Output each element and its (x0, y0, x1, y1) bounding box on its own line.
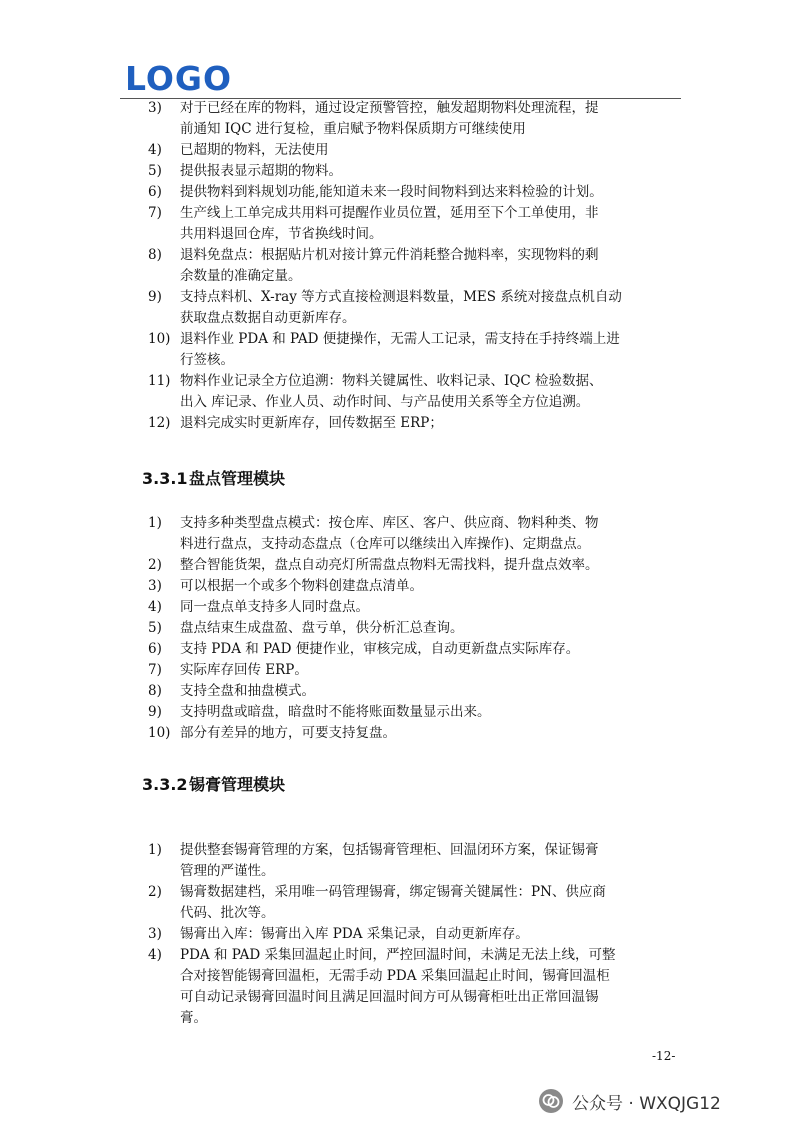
page-number: -12- (652, 1049, 676, 1063)
item-list-top (120, 98, 686, 434)
list-item-line: 行签核。 (180, 352, 234, 368)
list-item-number: 4) (148, 947, 162, 963)
list-item-line: 盘点结束生成盘盈、盘亏单，供分析汇总查询。 (180, 620, 464, 636)
list-item-line: 支持多种类型盘点模式：按仓库、库区、客户、供应商、物料种类、物 (180, 515, 599, 531)
watermark (538, 1088, 721, 1114)
list-item (120, 576, 686, 597)
list-item-number: 7) (148, 662, 162, 678)
list-item-number: 10) (148, 725, 171, 741)
list-item-text (180, 413, 686, 434)
list-item-text (180, 597, 686, 618)
list-item-number: 9) (148, 289, 162, 305)
list-item-number: 6) (148, 641, 162, 657)
list-item-line: 前通知 IQC 进行复检，重启赋予物料保质期方可继续使用 (180, 121, 526, 137)
list-item-line: 退料免盘点：根据贴片机对接计算元件消耗整合抛料率，实现物料的剩 (180, 247, 599, 263)
list-item-text (180, 98, 686, 140)
list-item-number: 1) (148, 842, 162, 858)
item-list-solder-paste (120, 840, 686, 1029)
wechat-official-account-icon (538, 1088, 564, 1114)
list-item-number: 11) (148, 373, 171, 389)
list-item-line: 锡膏数据建档，采用唯一码管理锡膏，绑定锡膏关键属性：PN、供应商 (180, 884, 606, 900)
list-item-line: 可自动记录锡膏回温时间且满足回温时间方可从锡膏柜吐出正常回温锡 (180, 989, 599, 1005)
list-item (120, 371, 686, 413)
section-title: 盘点管理模块 (189, 469, 286, 488)
list-item-number: 2) (148, 557, 162, 573)
list-item-line: 实际库存回传 ERP。 (180, 662, 308, 678)
list-item (120, 245, 686, 287)
list-item (120, 882, 686, 924)
list-item-line: 支持 PDA 和 PAD 便捷作业，审核完成，自动更新盘点实际库存。 (180, 641, 580, 657)
list-item-text (180, 618, 686, 639)
list-item (120, 723, 686, 744)
list-item-text (180, 723, 686, 744)
section-heading-3-3-2 (142, 772, 285, 795)
list-item-text (180, 203, 686, 245)
logo: LOGO (125, 59, 233, 98)
list-item-text (180, 576, 686, 597)
list-item-line: 同一盘点单支持多人同时盘点。 (180, 599, 369, 615)
list-item-number: 5) (148, 620, 162, 636)
list-item (120, 597, 686, 618)
list-item-text (180, 882, 686, 924)
list-item (120, 840, 686, 882)
list-item-number: 2) (148, 884, 162, 900)
list-item-line: 膏。 (180, 1010, 207, 1026)
list-item (120, 98, 686, 140)
list-item-line: 生产线上工单完成共用料可提醒作业员位置，延用至下个工单使用，非 (180, 205, 599, 221)
list-item-text (180, 287, 686, 329)
list-item-line: 支持全盘和抽盘模式。 (180, 683, 315, 699)
list-item-number: 5) (148, 163, 162, 179)
list-item-number: 3) (148, 578, 162, 594)
list-item-line: 余数量的准确定量。 (180, 268, 302, 284)
list-item-text (180, 945, 686, 1029)
watermark-text: 公众号 · WXQJG12 (572, 1093, 721, 1114)
list-item-line: 提供物料到料规划功能,能知道未来一段时间物料到达来料检验的计划。 (180, 184, 603, 200)
list-item-line: 获取盘点数据自动更新库存。 (180, 310, 356, 326)
list-item-number: 3) (148, 100, 162, 116)
list-item (120, 513, 686, 555)
list-item-line: 支持点料机、X-ray 等方式直接检测退料数量，MES 系统对接盘点机自动 (180, 289, 622, 305)
list-item (120, 639, 686, 660)
list-item-number: 1) (148, 515, 162, 531)
list-item-line: 合对接智能锡膏回温柜，无需手动 PDA 采集回温起止时间，锡膏回温柜 (180, 968, 610, 984)
section-title: 锡膏管理模块 (189, 775, 286, 794)
list-item-line: 已超期的物料，无法使用 (180, 142, 329, 158)
list-item-line: 退料完成实时更新库存，回传数据至 ERP； (180, 415, 443, 431)
list-item-line: 整合智能货架，盘点自动亮灯所需盘点物料无需找料，提升盘点效率。 (180, 557, 599, 573)
list-item (120, 329, 686, 371)
list-item (120, 945, 686, 1029)
list-item-line: 物料作业记录全方位追溯：物料关键属性、收料记录、IQC 检验数据、 (180, 373, 603, 389)
list-item-number: 6) (148, 184, 162, 200)
list-item-line: 锡膏出入库：锡膏出入库 PDA 采集记录，自动更新库存。 (180, 926, 529, 942)
list-item-text (180, 924, 686, 945)
list-item-number: 4) (148, 142, 162, 158)
list-item-line: 管理的严谨性。 (180, 863, 275, 879)
list-item-line: 出入 库记录、作业人员、动作时间、与产品使用关系等全方位追溯。 (180, 394, 590, 410)
list-item-text (180, 513, 686, 555)
list-item-number: 3) (148, 926, 162, 942)
list-item-line: 退料作业 PDA 和 PAD 便捷操作，无需人工记录，需支持在手持终端上进 (180, 331, 620, 347)
list-item-number: 9) (148, 704, 162, 720)
list-item-text (180, 161, 686, 182)
list-item-text (180, 681, 686, 702)
list-item-number: 8) (148, 683, 162, 699)
list-item-text (180, 639, 686, 660)
list-item (120, 702, 686, 723)
list-item-text (180, 371, 686, 413)
list-item-line: 料进行盘点，支持动态盘点（仓库可以继续出入库操作)、定期盘点。 (180, 536, 591, 552)
list-item-line: 提供报表显示超期的物料。 (180, 163, 342, 179)
list-item (120, 203, 686, 245)
list-item-line: 支持明盘或暗盘，暗盘时不能将账面数量显示出来。 (180, 704, 491, 720)
list-item-line: 共用料退回仓库，节省换线时间。 (180, 226, 383, 242)
list-item-line: 部分有差异的地方，可要支持复盘。 (180, 725, 396, 741)
list-item-number: 4) (148, 599, 162, 615)
list-item-text (180, 329, 686, 371)
list-item-text (180, 702, 686, 723)
list-item (120, 660, 686, 681)
section-number: 3.3.1 (142, 469, 188, 488)
item-list-inventory (120, 513, 686, 744)
list-item (120, 618, 686, 639)
section-heading-3-3-1 (142, 466, 285, 489)
list-item (120, 413, 686, 434)
list-item (120, 681, 686, 702)
list-item-number: 7) (148, 205, 162, 221)
list-item-line: PDA 和 PAD 采集回温起止时间，严控回温时间，未满足无法上线，可整 (180, 947, 616, 963)
list-item-number: 8) (148, 247, 162, 263)
list-item (120, 161, 686, 182)
list-item-text (180, 840, 686, 882)
list-item-line: 代码、批次等。 (180, 905, 275, 921)
list-item-number: 10) (148, 331, 171, 347)
list-item (120, 140, 686, 161)
list-item (120, 182, 686, 203)
list-item-line: 对于已经在库的物料，通过设定预警管控，触发超期物料处理流程，提 (180, 100, 599, 116)
list-item-text (180, 555, 686, 576)
list-item (120, 287, 686, 329)
section-number: 3.3.2 (142, 775, 188, 794)
list-item (120, 924, 686, 945)
list-item-line: 可以根据一个或多个物料创建盘点清单。 (180, 578, 423, 594)
list-item-text (180, 182, 686, 203)
list-item-text (180, 140, 686, 161)
list-item-number: 12) (148, 415, 171, 431)
list-item-line: 提供整套锡膏管理的方案，包括锡膏管理柜、回温闭环方案，保证锡膏 (180, 842, 599, 858)
list-item (120, 555, 686, 576)
list-item-text (180, 660, 686, 681)
list-item-text (180, 245, 686, 287)
